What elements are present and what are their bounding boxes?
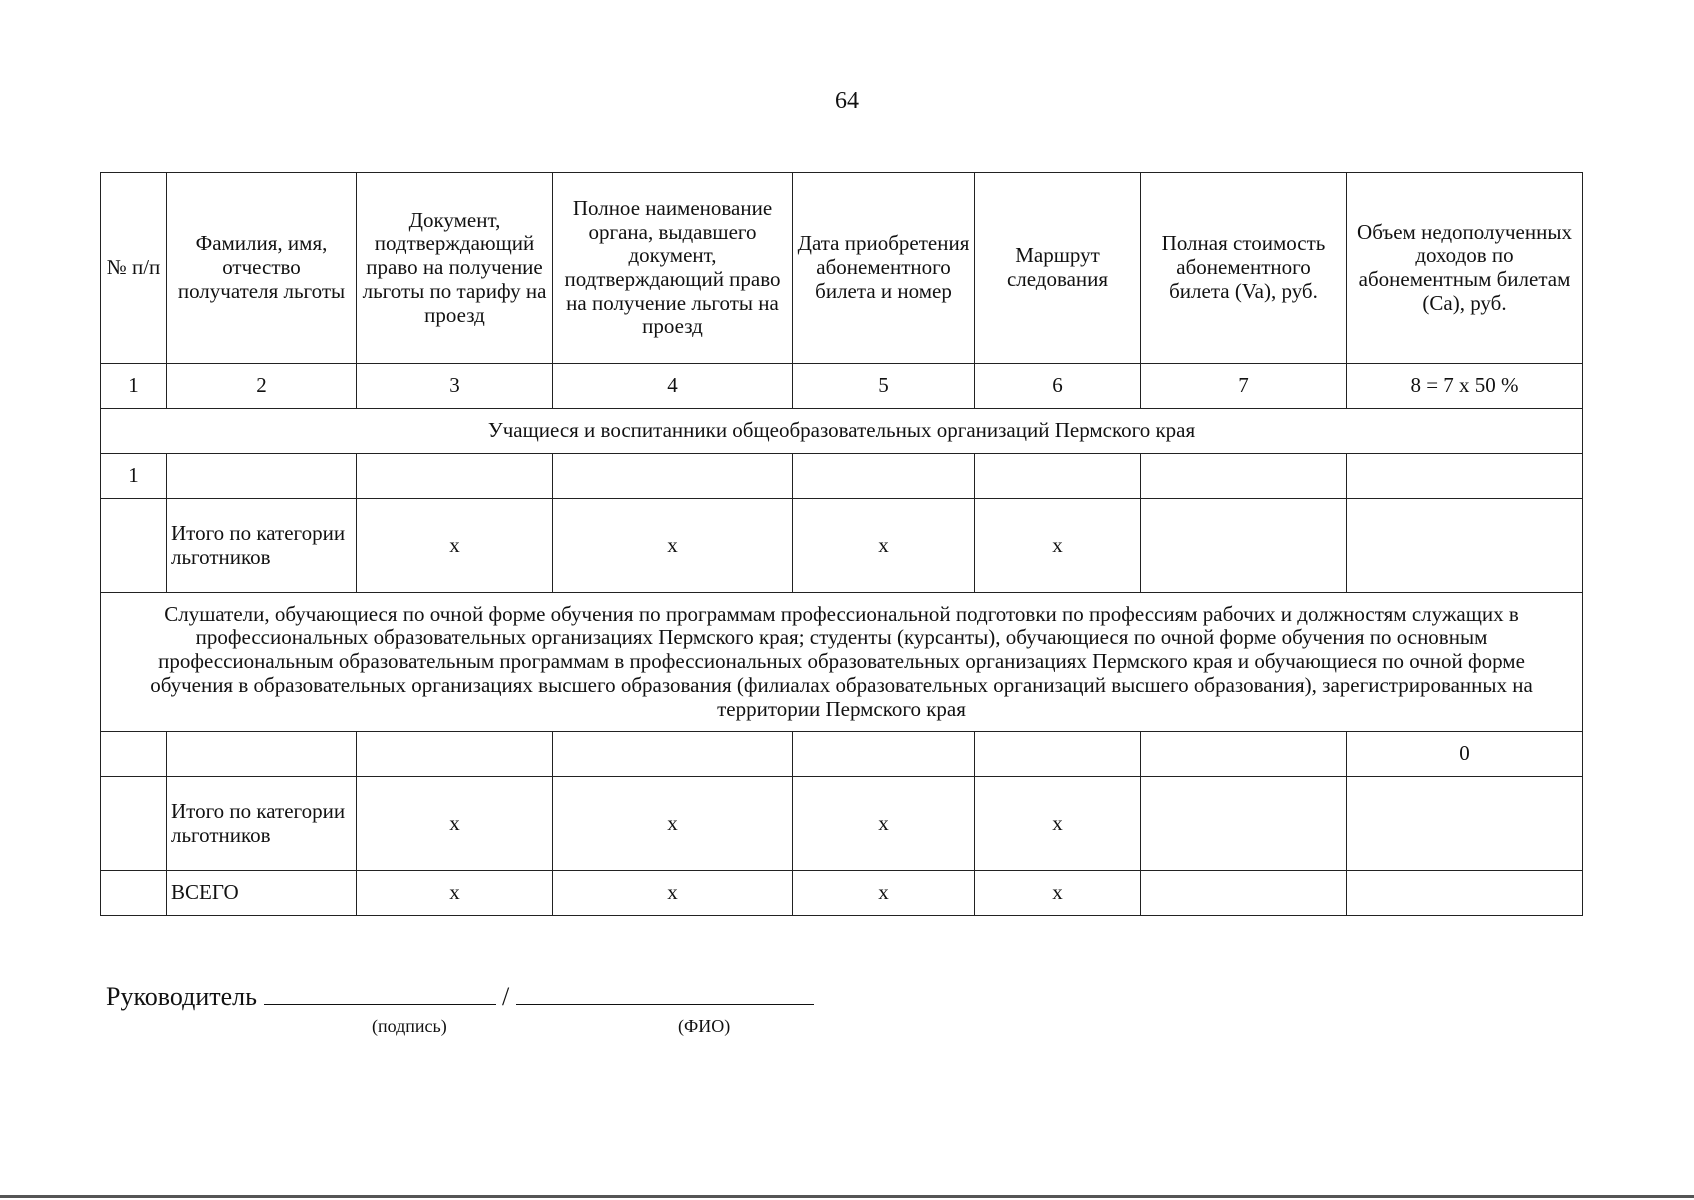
signature-caption: (подпись) <box>372 1016 447 1036</box>
header-document: Документ, подтверждающий право на получение льготы по тарифу на проезд <box>357 173 553 364</box>
column-number: 6 <box>975 364 1141 409</box>
header-lost-income: Объем недополученных доходов по абонементным билетам (Ca), руб. <box>1347 173 1583 364</box>
x-mark: х <box>553 777 793 871</box>
table-cell <box>1141 454 1347 499</box>
x-mark: х <box>975 777 1141 871</box>
table-row <box>101 732 1583 777</box>
table-cell <box>1141 871 1347 916</box>
table-cell <box>1347 454 1583 499</box>
header-issuing-authority: Полное наименование органа, выдавшего документ, подтверждающий право на получение льготы на проезд <box>553 173 793 364</box>
page-number: 64 <box>835 88 859 114</box>
table-cell <box>1347 499 1583 593</box>
table-cell <box>357 732 553 777</box>
separator: / <box>502 982 510 1011</box>
column-numbers-row <box>101 364 1583 409</box>
table-cell <box>357 454 553 499</box>
category-2-heading-row <box>101 593 1583 732</box>
table-cell <box>1347 871 1583 916</box>
category-1-title: Учащиеся и воспитанники общеобразовательных организаций Пермского края <box>101 409 1583 454</box>
name-caption: (ФИО) <box>678 1016 731 1036</box>
report-table <box>100 172 1583 916</box>
x-mark: х <box>975 499 1141 593</box>
category-2-title: Слушатели, обучающиеся по очной форме обучения по программам профессиональной подготовки по профессиям рабочих и должностям служащих в профессиональных образовательных организациях Пермского края; студенты (курсанты), обучающиеся по очной форме обучения по основным профессиональным образовательным программам в профессиональных образовательных организациях Пермского края и обучающиеся по очной форме обучения в образовательных организациях высшего образования (филиалах образовательных организаций высшего образования), зарегистрированных на территории Пермского края <box>101 593 1583 732</box>
header-full-cost: Полная стоимость абонементного билета (Va), руб. <box>1141 173 1347 364</box>
category-1-total-label: Итого по категории льготников <box>167 499 357 593</box>
x-mark: х <box>793 871 975 916</box>
row-value: 0 <box>1347 732 1583 777</box>
head-label: Руководитель <box>106 982 257 1011</box>
header-row <box>101 173 1583 364</box>
header-route: Маршрут следования <box>975 173 1141 364</box>
table-cell <box>1347 777 1583 871</box>
column-number: 5 <box>793 364 975 409</box>
signature-block <box>106 982 814 1012</box>
table-cell <box>101 499 167 593</box>
header-full-name: Фамилия, имя, отчество получателя льготы <box>167 173 357 364</box>
column-number: 3 <box>357 364 553 409</box>
header-purchase-date: Дата приобретения абонементного билета и номер <box>793 173 975 364</box>
table-cell <box>1141 777 1347 871</box>
category-2-total-label: Итого по категории льготников <box>167 777 357 871</box>
x-mark: х <box>553 499 793 593</box>
table-cell <box>167 732 357 777</box>
table-cell <box>101 732 167 777</box>
column-number: 8 = 7 х 50 % <box>1347 364 1583 409</box>
name-line <box>516 982 814 1005</box>
category-1-heading-row <box>101 409 1583 454</box>
x-mark: х <box>975 871 1141 916</box>
column-number: 7 <box>1141 364 1347 409</box>
column-number: 4 <box>553 364 793 409</box>
table-cell <box>975 732 1141 777</box>
table-cell <box>553 454 793 499</box>
row-number: 1 <box>101 454 167 499</box>
table-cell <box>1141 499 1347 593</box>
table-cell <box>101 871 167 916</box>
x-mark: х <box>553 871 793 916</box>
category-1-total-row <box>101 499 1583 593</box>
table-cell <box>167 454 357 499</box>
scan-edge-line <box>0 1195 1694 1198</box>
table-cell <box>793 732 975 777</box>
x-mark: х <box>357 777 553 871</box>
table-row <box>101 454 1583 499</box>
x-mark: х <box>357 499 553 593</box>
x-mark: х <box>793 499 975 593</box>
table-cell <box>553 732 793 777</box>
grand-total-label: ВСЕГО <box>167 871 357 916</box>
column-number: 1 <box>101 364 167 409</box>
header-number: № п/п <box>101 173 167 364</box>
signature-line <box>264 982 496 1005</box>
category-2-total-row <box>101 777 1583 871</box>
grand-total-row <box>101 871 1583 916</box>
table-cell <box>101 777 167 871</box>
x-mark: х <box>793 777 975 871</box>
x-mark: х <box>357 871 553 916</box>
column-number: 2 <box>167 364 357 409</box>
table-cell <box>975 454 1141 499</box>
table-cell <box>793 454 975 499</box>
table-cell <box>1141 732 1347 777</box>
